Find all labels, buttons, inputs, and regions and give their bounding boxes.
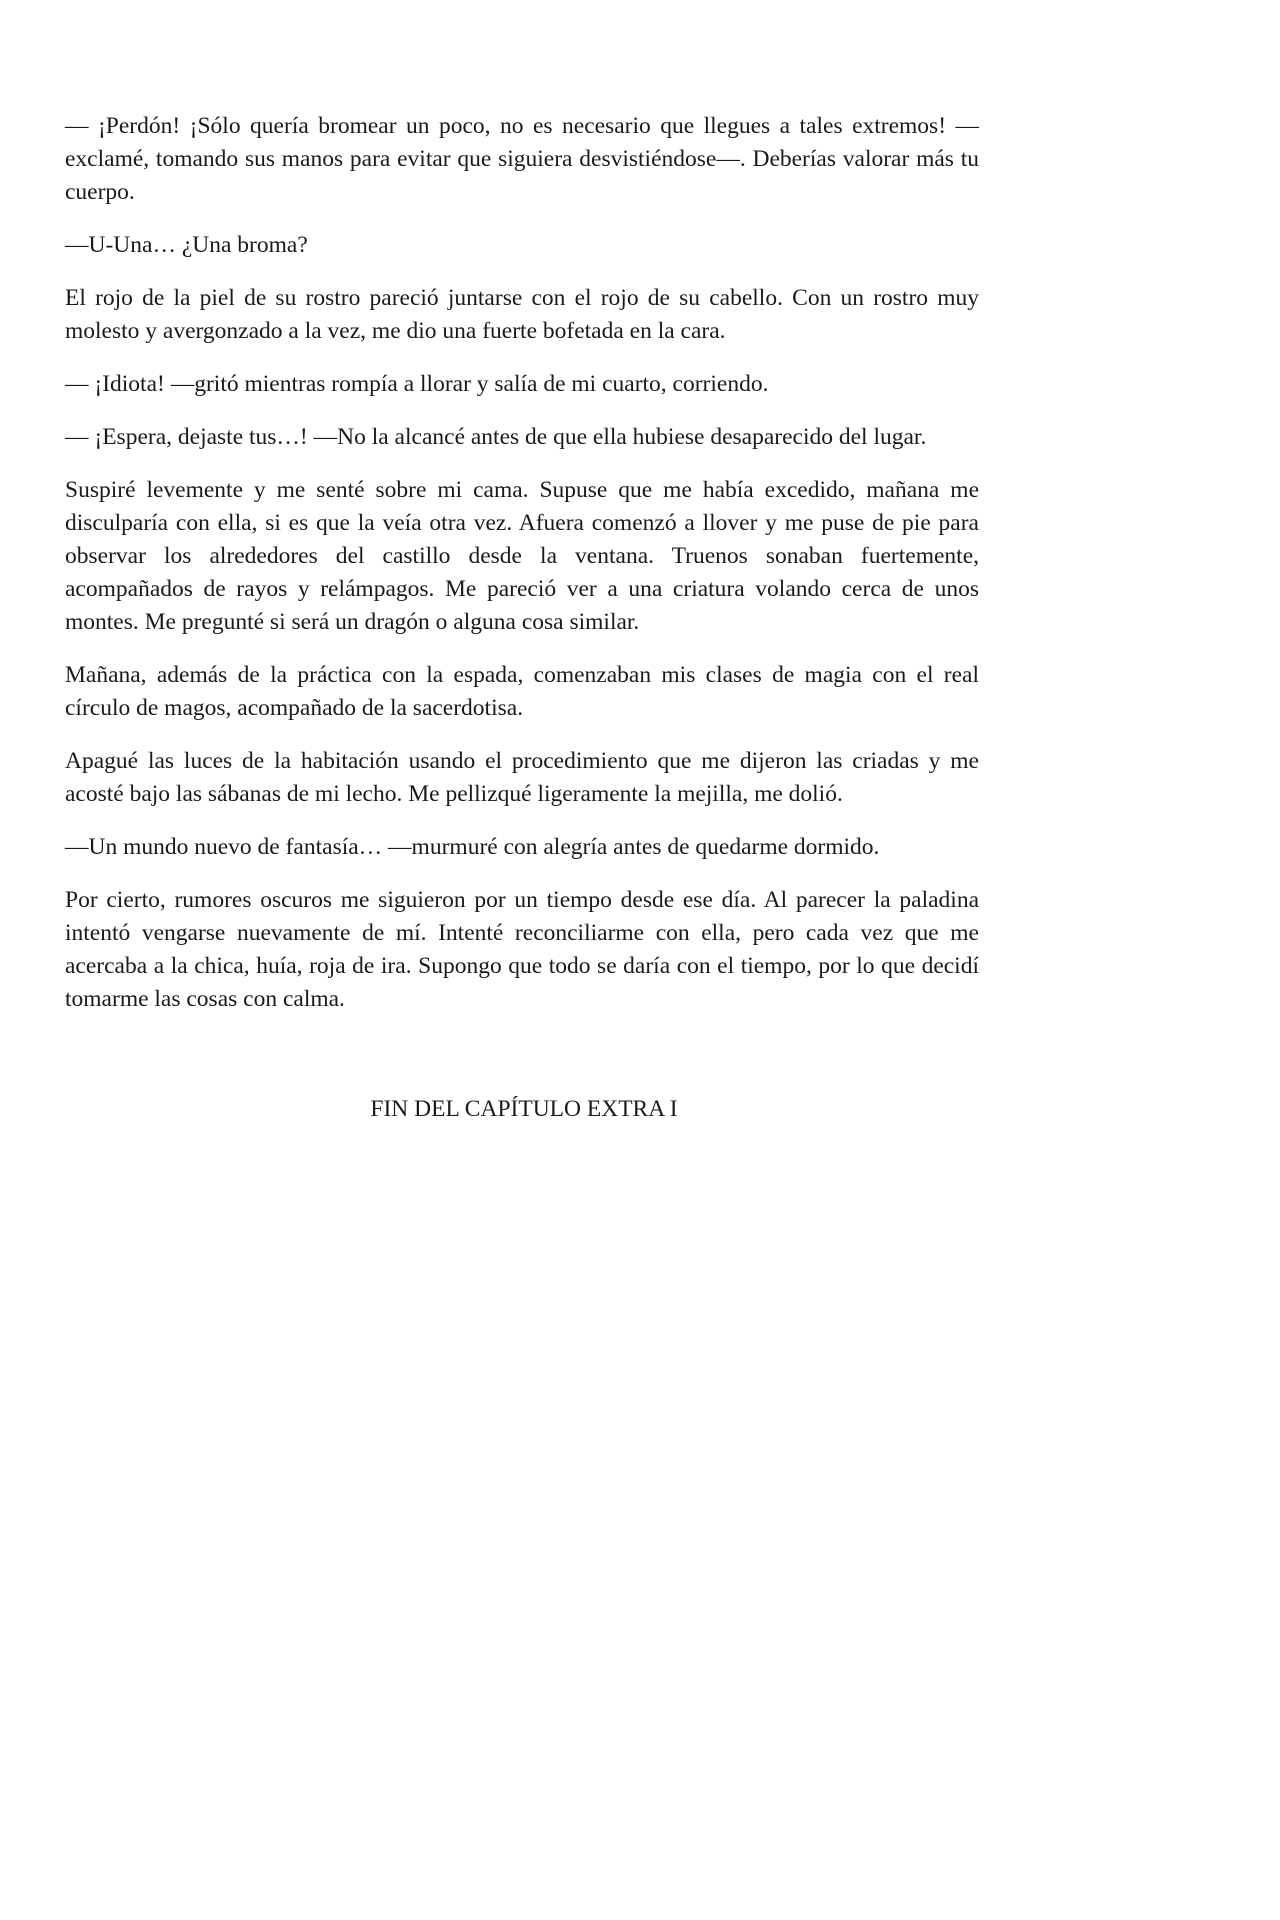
paragraph-espera: — ¡Espera, dejaste tus…! —No la alcancé antes de que ella hubiese desaparecido del lugar.: [65, 424, 927, 450]
paragraph-perdon: — ¡Perdón! ¡Sólo quería bromear un poco, no es necesario que llegues a tales extremos! —exclamé, tomando sus manos para evitar que siguiera desvistiéndose—. Deberías valorar más tu cuerpo.: [65, 113, 979, 205]
paragraph-mundo-nuevo: —Un mundo nuevo de fantasía… —murmuré con alegría antes de quedarme dormido.: [65, 834, 880, 860]
paragraph-por-cierto: Por cierto, rumores oscuros me siguieron por un tiempo desde ese día. Al parecer la paladina intentó vengarse nuevamente de mí. Intenté reconciliarme con ella, pero cada vez que me acercaba a la chica, huía, roja de ira. Supongo que todo se daría con el tiempo, por lo que decidí tomarme las cosas con calma.: [65, 887, 979, 1012]
body-text: [65, 110, 979, 1036]
paragraph-rojo: El rojo de la piel de su rostro pareció juntarse con el rojo de su cabello. Con un rostro muy molesto y avergonzado a la vez, me dio una fuerte bofetada en la cara.: [65, 285, 979, 344]
paragraph-idiota: — ¡Idiota! —gritó mientras rompía a llorar y salía de mi cuarto, corriendo.: [65, 371, 769, 397]
paragraph-suspire: Suspiré levemente y me senté sobre mi cama. Supuse que me había excedido, mañana me disculparía con ella, si es que la veía otra vez. Afuera comenzó a llover y me puse de pie para observar los alrededores del castillo desde la ventana. Truenos sonaban fuertemente, acompañados de rayos y relámpagos. Me pareció ver a una criatura volando cerca de unos montes. Me pregunté si será un dragón o alguna cosa similar.: [65, 477, 979, 635]
paragraph-una-broma: —U-Una… ¿Una broma?: [65, 232, 308, 258]
chapter-end-title: FIN DEL CAPÍTULO EXTRA I: [370, 1096, 678, 1122]
paragraph-apague: Apagué las luces de la habitación usando el procedimiento que me dijeron las criadas y me acosté bajo las sábanas de mi lecho. Me pellizqué ligeramente la mejilla, me dolió.: [65, 748, 979, 807]
paragraph-manana: Mañana, además de la práctica con la espada, comenzaban mis clases de magia con el real círculo de magos, acompañado de la sacerdotisa.: [65, 662, 979, 721]
